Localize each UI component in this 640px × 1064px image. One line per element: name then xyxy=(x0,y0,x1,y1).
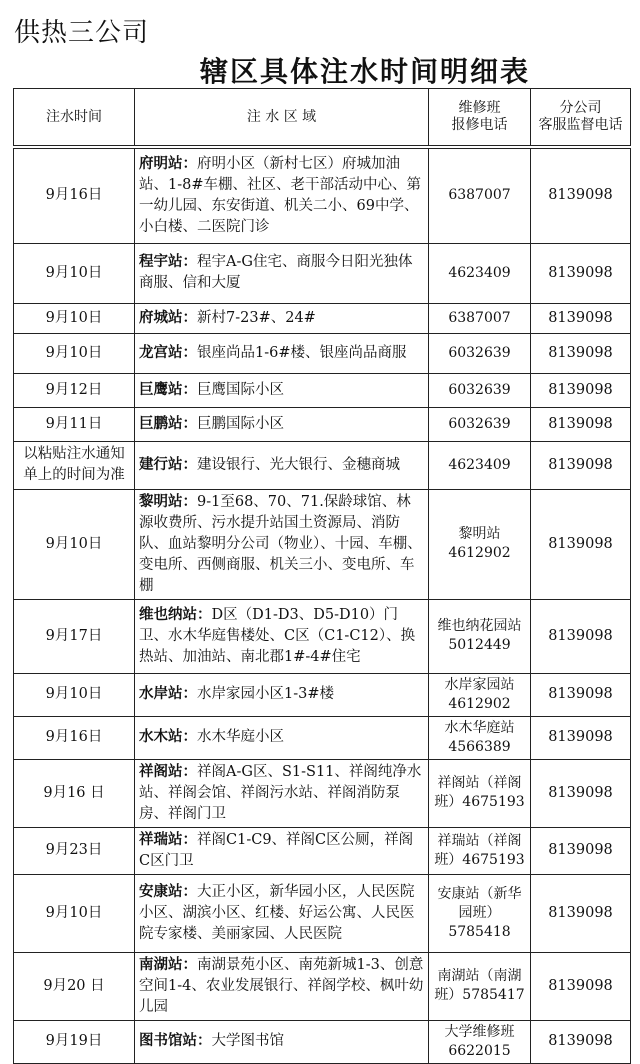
cell-supervise-phone: 8139098 xyxy=(531,827,631,874)
cell-area xyxy=(135,673,429,716)
cell-area xyxy=(135,759,429,827)
cell-area xyxy=(135,874,429,952)
cell-repair-phone: 4623409 xyxy=(429,243,531,303)
cell-area xyxy=(135,373,429,407)
area-text: 巨鹏国际小区 xyxy=(197,415,284,432)
station-name: 府明站： xyxy=(139,155,197,172)
header-time: 注水时间 xyxy=(14,89,135,148)
area-text: 祥阁C1-C9、祥阁C区公厕，祥阁C区门卫 xyxy=(139,831,414,869)
cell-supervise-phone: 8139098 xyxy=(531,489,631,599)
station-name: 水岸站： xyxy=(139,686,197,702)
cell-area xyxy=(135,599,429,673)
table-row xyxy=(14,373,631,407)
table-row xyxy=(14,147,631,243)
cell-date: 9月10日 xyxy=(14,673,135,716)
area-text: 9-1至68、70、71.保龄球馆、林源收费所、污水提升站国土资源局、消防队、血站黎明分公司（物业）、十园、车棚、变电所、西侧商服、机关三小、变电所、车棚 xyxy=(139,493,422,594)
station-name: 祥阁站： xyxy=(139,763,197,780)
company-name: 供热三公司 xyxy=(14,18,150,48)
cell-date: 9月16日 xyxy=(14,147,135,243)
cell-repair-phone: 6032639 xyxy=(429,407,531,441)
cell-date: 9月16 日 xyxy=(14,759,135,827)
cell-area xyxy=(135,441,429,489)
station-name: 祥瑞站： xyxy=(139,831,197,848)
cell-supervise-phone: 8139098 xyxy=(531,874,631,952)
area-text: 大正小区，新华园小区，人民医院小区、湖滨小区、红楼、好运公寓、人民医院专家楼、美丽家园、人民医院 xyxy=(139,883,415,942)
area-text: D区（D1-D3、D5-D10）门卫、水木华庭售楼处、C区（C1-C12）、换热站、加油站、南北郡1#-4#住宅 xyxy=(139,606,416,665)
station-name: 安康站： xyxy=(139,883,197,900)
header-area: 注 水 区 域 xyxy=(135,89,429,148)
station-name: 南湖站： xyxy=(139,956,197,973)
cell-repair-phone: 维也纳花园站 5012449 xyxy=(429,599,531,673)
table-row xyxy=(14,827,631,874)
cell-date: 9月10日 xyxy=(14,303,135,333)
area-text: 巨鹰国际小区 xyxy=(197,381,284,398)
cell-date: 9月12日 xyxy=(14,373,135,407)
cell-supervise-phone: 8139098 xyxy=(531,147,631,243)
cell-supervise-phone: 8139098 xyxy=(531,716,631,759)
cell-date: 9月17日 xyxy=(14,599,135,673)
table-row xyxy=(14,759,631,827)
cell-area xyxy=(135,407,429,441)
table-row xyxy=(14,303,631,333)
cell-supervise-phone: 8139098 xyxy=(531,759,631,827)
cell-repair-phone: 祥瑞站（祥阁班）4675193 xyxy=(429,827,531,874)
cell-date: 9月10日 xyxy=(14,333,135,373)
cell-area xyxy=(135,333,429,373)
area-text: 府明小区（新村七区）府城加油站、1-8#车棚、社区、老干部活动中心、第一幼儿园、东安街道、机关二小、69中学、小白楼、二医院门诊 xyxy=(139,155,421,235)
cell-repair-phone: 4623409 xyxy=(429,441,531,489)
cell-repair-phone: 南湖站（南湖班）5785417 xyxy=(429,952,531,1020)
cell-supervise-phone: 8139098 xyxy=(531,407,631,441)
area-text: 水岸家园小区1-3#楼 xyxy=(197,686,334,702)
table-row xyxy=(14,489,631,599)
cell-date: 9月19日 xyxy=(14,1020,135,1063)
station-name: 水木站： xyxy=(139,729,197,745)
area-text: 大学图书馆 xyxy=(211,1033,284,1049)
cell-area xyxy=(135,243,429,303)
cell-repair-phone: 水岸家园站 4612902 xyxy=(429,673,531,716)
station-name: 图书馆站： xyxy=(139,1033,212,1049)
area-text: 程宇A-G住宅、商服今日阳光独体商服、信和大厦 xyxy=(139,254,413,291)
cell-area xyxy=(135,952,429,1020)
table-row xyxy=(14,952,631,1020)
cell-supervise-phone: 8139098 xyxy=(531,243,631,303)
cell-repair-phone: 大学维修班 6622015 xyxy=(429,1020,531,1063)
cell-area xyxy=(135,489,429,599)
cell-supervise-phone: 8139098 xyxy=(531,373,631,407)
cell-area xyxy=(135,827,429,874)
table-title: 辖区具体注水时间明细表 xyxy=(200,55,531,88)
cell-date: 9月23日 xyxy=(14,827,135,874)
cell-date: 9月10日 xyxy=(14,489,135,599)
cell-supervise-phone: 8139098 xyxy=(531,673,631,716)
cell-date: 9月20 日 xyxy=(14,952,135,1020)
cell-repair-phone: 6032639 xyxy=(429,333,531,373)
header-supervise-phone: 分公司 客服监督电话 xyxy=(531,89,631,148)
table-row xyxy=(14,716,631,759)
cell-repair-phone: 6387007 xyxy=(429,303,531,333)
table-row xyxy=(14,441,631,489)
station-name: 建行站： xyxy=(139,456,197,473)
cell-repair-phone: 黎明站 4612902 xyxy=(429,489,531,599)
cell-repair-phone: 祥阁站（祥阁班）4675193 xyxy=(429,759,531,827)
cell-supervise-phone: 8139098 xyxy=(531,599,631,673)
cell-repair-phone: 水木华庭站 4566389 xyxy=(429,716,531,759)
cell-date: 以粘贴注水通知单上的时间为准 xyxy=(14,441,135,489)
table-row xyxy=(14,599,631,673)
table-row xyxy=(14,333,631,373)
area-text: 银座尚品1-6#楼、银座尚品商服 xyxy=(197,344,407,361)
area-text: 祥阁A-G区、S1-S11、祥阁纯净水站、祥阁会馆、祥阁污水站、祥阁消防泵房、祥阁门卫 xyxy=(139,763,422,822)
area-text: 水木华庭小区 xyxy=(197,729,284,745)
area-text: 新村7-23#、24# xyxy=(197,309,316,326)
cell-repair-phone: 6032639 xyxy=(429,373,531,407)
table-row xyxy=(14,874,631,952)
station-name: 巨鹰站： xyxy=(139,381,197,398)
cell-date: 9月10日 xyxy=(14,243,135,303)
header-repair-phone: 维修班 报修电话 xyxy=(429,89,531,148)
schedule-table xyxy=(13,88,631,1064)
table-row xyxy=(14,407,631,441)
cell-supervise-phone: 8139098 xyxy=(531,952,631,1020)
table-row xyxy=(14,1020,631,1063)
cell-area xyxy=(135,716,429,759)
area-text: 南湖景苑小区、南苑新城1-3、创意空间1-4、农业发展银行、祥阁学校、枫叶幼儿园 xyxy=(139,956,424,1015)
station-name: 黎明站： xyxy=(139,493,197,510)
cell-repair-phone: 6387007 xyxy=(429,147,531,243)
area-text: 建设银行、光大银行、金穗商城 xyxy=(197,456,400,473)
cell-supervise-phone: 8139098 xyxy=(531,441,631,489)
station-name: 府城站： xyxy=(139,309,197,326)
station-name: 巨鹏站： xyxy=(139,415,197,432)
cell-date: 9月10日 xyxy=(14,874,135,952)
table-row xyxy=(14,673,631,716)
header-row xyxy=(14,89,631,148)
cell-area xyxy=(135,1020,429,1063)
station-name: 维也纳站： xyxy=(139,606,212,623)
cell-repair-phone: 安康站（新华园班） 5785418 xyxy=(429,874,531,952)
station-name: 龙宫站： xyxy=(139,344,197,361)
cell-supervise-phone: 8139098 xyxy=(531,333,631,373)
cell-supervise-phone: 8139098 xyxy=(531,1020,631,1063)
cell-supervise-phone: 8139098 xyxy=(531,303,631,333)
table-row xyxy=(14,243,631,303)
cell-area xyxy=(135,147,429,243)
station-name: 程宇站： xyxy=(139,254,197,270)
cell-date: 9月16日 xyxy=(14,716,135,759)
cell-area xyxy=(135,303,429,333)
cell-date: 9月11日 xyxy=(14,407,135,441)
